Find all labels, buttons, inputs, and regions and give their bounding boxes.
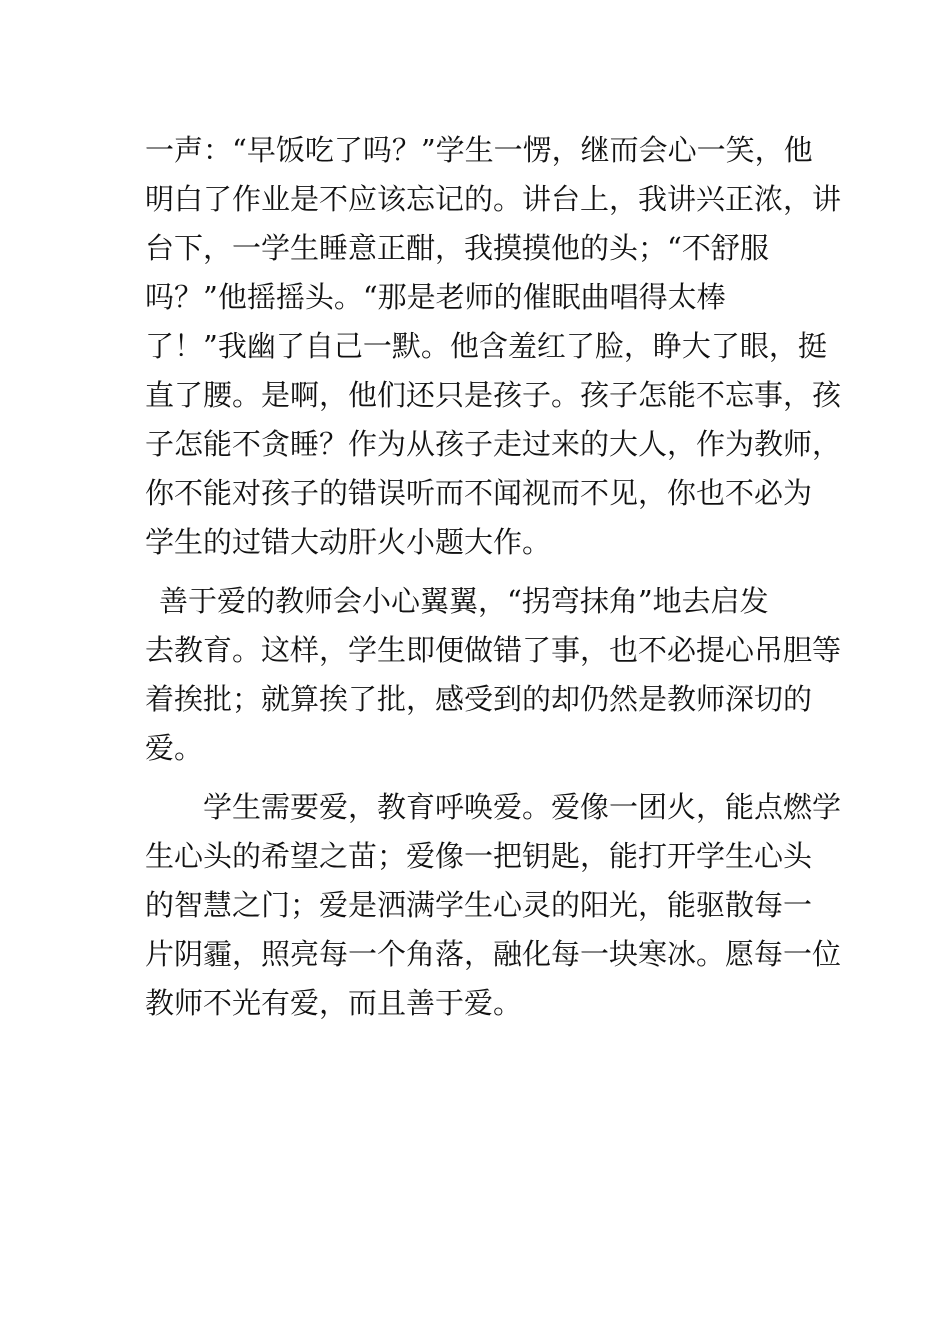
text-line: 着挨批；就算挨了批，感受到的却仍然是教师深切的 <box>145 682 813 716</box>
text-line: 的智慧之门；爱是洒满学生心灵的阳光，能驱散每一 <box>145 888 813 922</box>
paragraph-spacer <box>145 567 825 577</box>
text-line: 片阴霾，照亮每一个角落，融化每一块寒冰。愿每一位 <box>145 937 842 971</box>
text-line: 善于爱的教师会小心翼翼，“拐弯抹角”地去启发 <box>159 584 769 618</box>
text-line: 去教育。这样，学生即便做错了事，也不必提心吊胆等 <box>145 633 842 667</box>
text-line: 你不能对孩子的错误听而不闻视而不见，你也不必为 <box>145 476 813 510</box>
text-line: 生心头的希望之苗；爱像一把钥匙，能打开学生心头 <box>145 839 813 873</box>
text-line: 学生的过错大动肝火小题大作。 <box>145 525 552 559</box>
text-line: 学生需要爱，教育呼唤爱。爱像一团火，能点燃学 <box>203 790 842 824</box>
paragraph-2 <box>145 577 842 773</box>
text-line: 了！”我幽了自己一默。他含羞红了脸，睁大了眼，挺 <box>145 329 827 363</box>
text-line: 台下，一学生睡意正酣，我摸摸他的头；“不舒服 <box>145 231 769 265</box>
text-line: 教师不光有爱，而且善于爱。 <box>145 986 523 1020</box>
body-text <box>145 126 842 1028</box>
text-line: 一声：“早饭吃了吗？”学生一愣，继而会心一笑，他 <box>145 133 813 167</box>
paragraph-1 <box>145 126 842 567</box>
paragraph-3 <box>145 783 842 1028</box>
text-line: 吗？”他摇摇头。“那是老师的催眠曲唱得太棒 <box>145 280 726 314</box>
text-line: 爱。 <box>145 731 204 765</box>
paragraph-spacer <box>145 773 825 783</box>
text-line: 直了腰。是啊，他们还只是孩子。孩子怎能不忘事，孩 <box>145 378 842 412</box>
text-line: 子怎能不贪睡？作为从孩子走过来的大人，作为教师， <box>145 427 842 461</box>
text-line: 明白了作业是不应该忘记的。讲台上，我讲兴正浓，讲 <box>145 182 842 216</box>
